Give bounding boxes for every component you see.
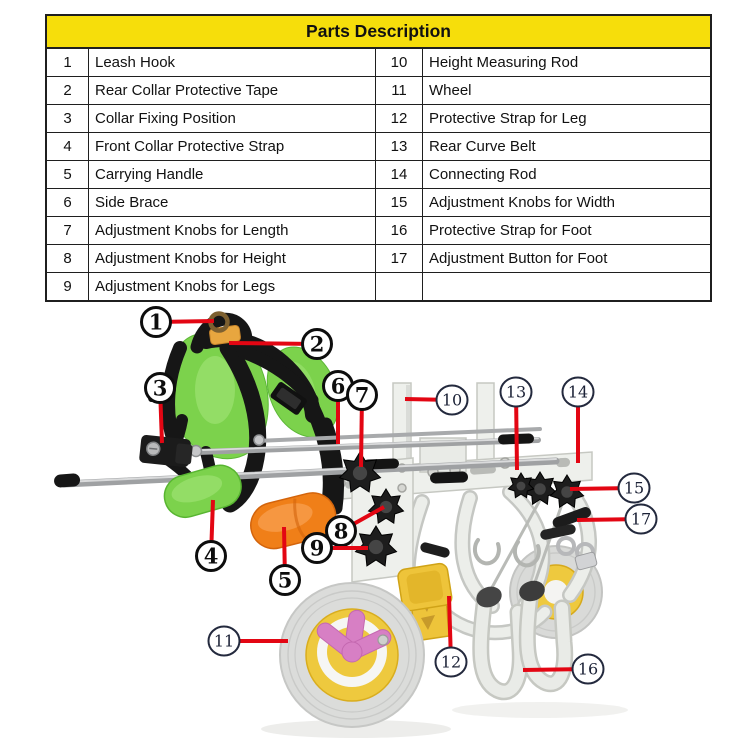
part-label: Connecting Rod	[429, 166, 537, 183]
parts-table-title: Parts Description	[47, 16, 710, 49]
part-number: 10	[376, 49, 423, 76]
callout-number: 16	[577, 659, 599, 679]
main-wheel	[280, 583, 424, 727]
callout-number: 14	[567, 382, 589, 402]
callout-number: 7	[354, 382, 370, 408]
part-number: 1	[47, 49, 89, 76]
callout-number: 1	[148, 309, 164, 335]
part-label: Rear Collar Protective Tape	[89, 77, 376, 104]
part-label: Front Collar Protective Strap	[89, 133, 376, 160]
part-label: Protective Strap for Foot	[429, 222, 592, 239]
callout-number: 12	[440, 652, 462, 672]
part-number: 6	[47, 189, 89, 216]
callout-number: 3	[152, 375, 168, 401]
part-number: 4	[47, 133, 89, 160]
callout-number: 6	[330, 373, 346, 399]
part-number: 17	[376, 245, 423, 272]
part-label: Adjustment Knobs for Length	[89, 217, 376, 244]
callout-number: 5	[277, 567, 293, 593]
part-number: 9	[47, 273, 89, 300]
callout-11	[209, 627, 289, 656]
part-label: Wheel	[429, 82, 472, 99]
part-label: Leash Hook	[89, 49, 376, 76]
part-label: Collar Fixing Position	[89, 105, 376, 132]
callout-number: 15	[623, 478, 645, 498]
callout-number: 4	[203, 543, 219, 569]
part-number: 2	[47, 77, 89, 104]
part-number: 16	[376, 217, 423, 244]
part-number: 11	[376, 77, 423, 104]
part-number: 7	[47, 217, 89, 244]
part-number: 8	[47, 245, 89, 272]
part-label: Adjustment Knobs for Legs	[89, 273, 376, 300]
callout-number: 11	[213, 631, 235, 651]
part-label: Adjustment Knobs for Height	[89, 245, 376, 272]
callout-number: 13	[505, 382, 527, 402]
part-number: 12	[376, 105, 423, 132]
part-number: 5	[47, 161, 89, 188]
callout-10	[405, 386, 468, 415]
collar-clamp	[139, 434, 194, 467]
part-number: 15	[376, 189, 423, 216]
callout-14	[563, 378, 594, 464]
part-label: Protective Strap for Leg	[429, 110, 587, 127]
part-number: 14	[376, 161, 423, 188]
part-label: Adjustment Button for Foot	[429, 250, 608, 267]
part-label: Rear Curve Belt	[429, 138, 536, 155]
part-label: Carrying Handle	[89, 161, 376, 188]
callout-number: 8	[333, 518, 349, 544]
callout-number: 2	[309, 331, 325, 357]
part-label: Side Brace	[89, 189, 376, 216]
callout-number: 10	[441, 390, 463, 410]
part-label: Height Measuring Rod	[429, 54, 579, 71]
part-label: Adjustment Knobs for Width	[429, 194, 615, 211]
callout-number: 17	[630, 509, 652, 529]
part-number: 13	[376, 133, 423, 160]
part-number: 3	[47, 105, 89, 132]
callout-7	[348, 381, 377, 468]
callout-number: 9	[309, 535, 325, 561]
leg-protective-strap	[397, 563, 453, 612]
